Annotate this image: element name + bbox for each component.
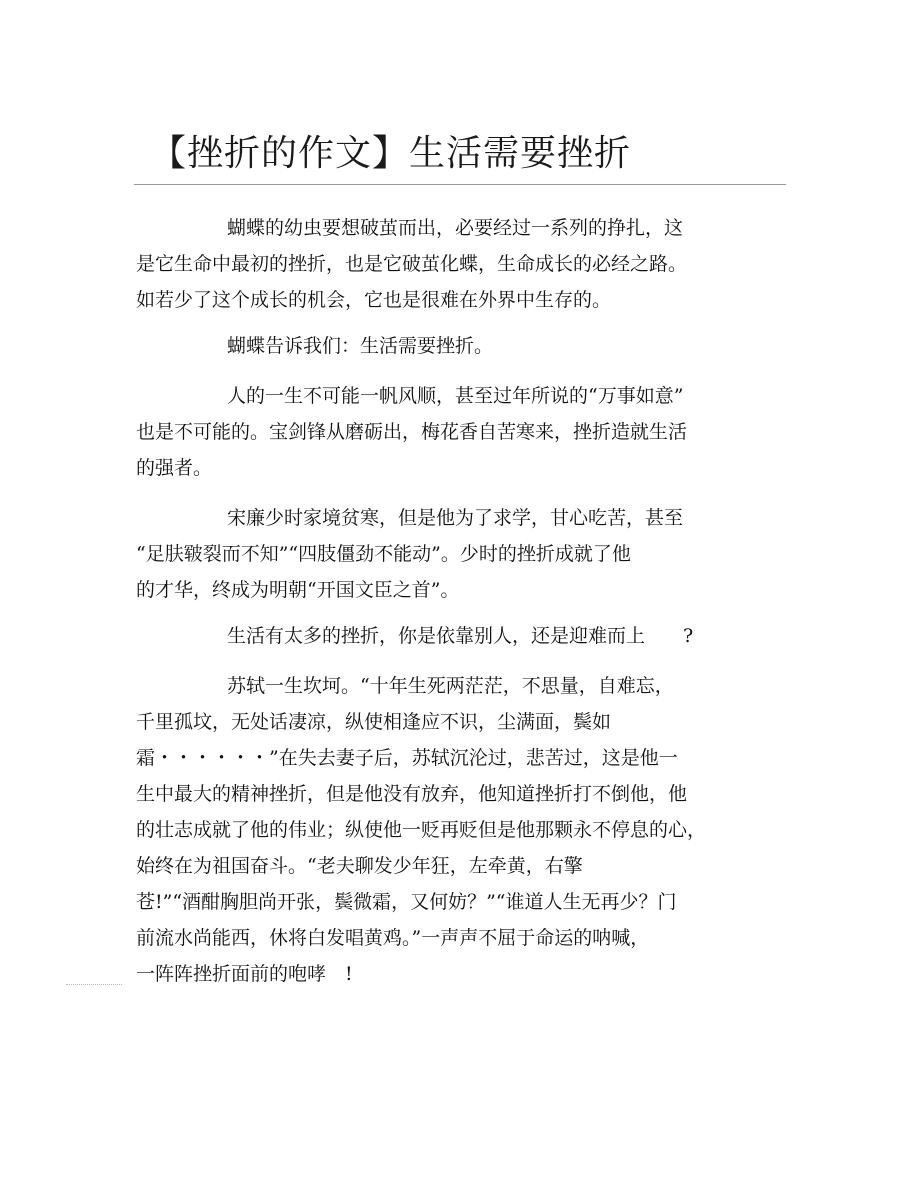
- document-title: 【挫折的作文】生活需要挫折: [150, 133, 632, 174]
- text-line: 的才华，终成为明朝“开国文臣之首”。: [136, 579, 460, 601]
- paragraph-gap: [136, 608, 776, 618]
- text-line: 如若少了这个成长的机会，它也是很难在外界中生存的。: [136, 289, 612, 311]
- paragraph-song-lian: [136, 500, 776, 608]
- paragraph-life: [136, 378, 776, 486]
- text-line: 生中最大的精神挫折，但是他没有放弃，他知道挫折打不倒他，他: [136, 783, 688, 805]
- text-line: 人的一生不可能一帆风顺，甚至过年所说的“万事如意”: [227, 385, 684, 407]
- text-line: 一阵阵挫折面前的咆哮 !: [136, 963, 353, 985]
- text-line: 前流水尚能西，休将白发唱黄鸡。”一声声不屈于命运的呐喊，: [136, 927, 650, 949]
- text-line: 千里孤坟，无处话凄凉，纵使相逢应不识，尘满面，鬓如: [136, 711, 612, 733]
- text-line: 生活有太多的挫折，你是依靠别人，还是迎难而上 ?: [227, 625, 694, 647]
- text-line: 宋廉少时家境贫寒，但是他为了求学，甘心吃苦，甚至: [227, 507, 684, 529]
- text-line: 是它生命中最初的挫折，也是它破茧化蝶，生命成长的必经之路。: [136, 253, 688, 275]
- title-divider: [134, 184, 786, 185]
- text-line: 也是不可能的。宝剑锋从磨砺出，梅花香自苦寒来，挫折造就生活: [136, 421, 688, 443]
- text-line: 蝴蝶的幼虫要想破茧而出，必要经过一系列的挣扎，这: [227, 217, 684, 239]
- text-line: 蝴蝶告诉我们：生活需要挫折。: [227, 335, 494, 357]
- text-line: 苏轼一生坎坷。“十年生死两茫茫，不思量，自难忘，: [227, 675, 674, 697]
- paragraph-question: [136, 618, 776, 654]
- text-line: 霜・・・・・・”在失去妻子后，苏轼沉沦过，悲苦过，这是他一: [136, 747, 678, 769]
- paragraph-gap: [136, 654, 776, 668]
- text-line: 的壮志成就了他的伟业；纵使他一贬再贬但是他那颗永不停息的心，: [136, 819, 707, 841]
- footer-mark: [66, 984, 122, 985]
- paragraph-gap: [136, 318, 776, 328]
- text-line: “足肤皲裂而不知”“四肢僵劲不能动”。少时的挫折成就了他: [136, 543, 631, 565]
- paragraph-gap: [136, 486, 776, 500]
- paragraph-gap: [136, 364, 776, 378]
- paragraph-lesson: [136, 328, 776, 364]
- text-line: 的强者。: [136, 457, 213, 479]
- paragraph-butterfly: [136, 210, 776, 318]
- text-line: 苍!”“酒酣胸胆尚开张，鬓微霜，又何妨？”“谁道人生无再少？门: [136, 891, 677, 913]
- text-line: 始终在为祖国奋斗。“老夫聊发少年狂，左牵黄，右擎: [136, 855, 583, 877]
- document-body: [136, 210, 776, 992]
- paragraph-su-shi: [136, 668, 776, 992]
